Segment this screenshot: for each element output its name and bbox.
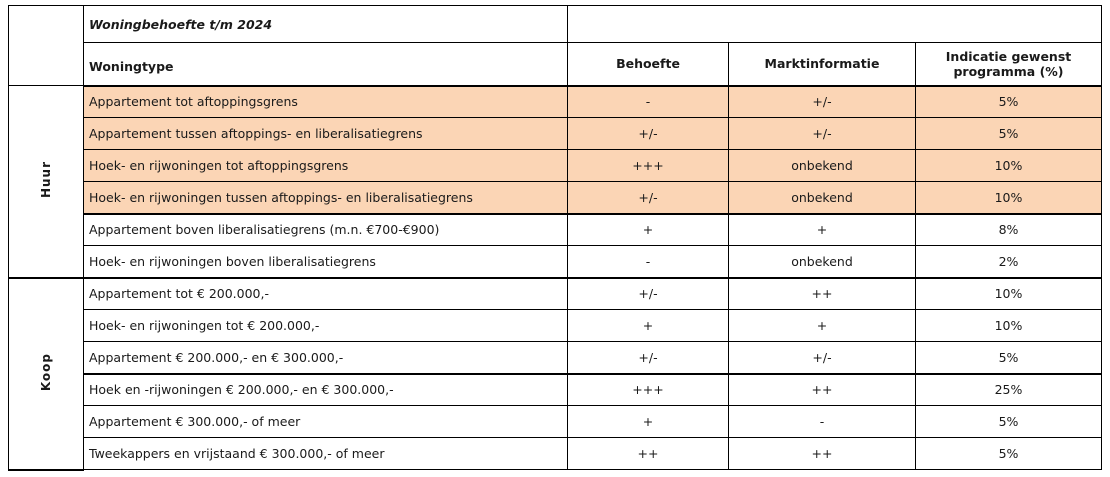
woningtype-cell: Hoek en -rijwoningen € 200.000,- en € 300.000,- [84, 374, 568, 406]
woningtype-cell: Appartement tot € 200.000,- [84, 278, 568, 310]
woningtype-cell: Tweekappers en vrijstaand € 300.000,- of meer [84, 438, 568, 470]
column-header-row [9, 43, 1102, 86]
group-label-huur [9, 86, 84, 278]
behoefte-cell: - [568, 246, 729, 278]
behoefte-cell: +/- [568, 278, 729, 310]
table-row [9, 278, 1102, 310]
behoefte-cell: +/- [568, 342, 729, 374]
marktinformatie-cell: onbekend [729, 150, 916, 182]
woningtype-cell: Hoek- en rijwoningen boven liberalisatiegrens [84, 246, 568, 278]
programma-cell: 10% [916, 182, 1102, 214]
table-row [9, 182, 1102, 214]
header-marktinformatie: Marktinformatie [729, 43, 916, 86]
programma-cell: 2% [916, 246, 1102, 278]
table-row [9, 86, 1102, 118]
woningtype-cell: Appartement boven liberalisatiegrens (m.n. €700-€900) [84, 214, 568, 246]
programma-cell: 5% [916, 406, 1102, 438]
behoefte-cell: ++ [568, 438, 729, 470]
header-programma: Indicatie gewenst programma (%) [916, 43, 1102, 86]
programma-cell: 5% [916, 118, 1102, 150]
woningtype-cell: Appartement € 300.000,- of meer [84, 406, 568, 438]
table-row [9, 246, 1102, 278]
group-label-text: Koop [39, 352, 53, 392]
programma-cell: 5% [916, 86, 1102, 118]
behoefte-cell: +/- [568, 182, 729, 214]
behoefte-cell: + [568, 310, 729, 342]
group-label-koop [9, 278, 84, 470]
marktinformatie-cell: + [729, 214, 916, 246]
table-row [9, 310, 1102, 342]
marktinformatie-cell: ++ [729, 374, 916, 406]
behoefte-cell: + [568, 406, 729, 438]
marktinformatie-cell: + [729, 310, 916, 342]
woningtype-cell: Hoek- en rijwoningen tussen aftoppings- en liberalisatiegrens [84, 182, 568, 214]
behoefte-cell: +++ [568, 374, 729, 406]
behoefte-cell: +/- [568, 118, 729, 150]
woningtype-cell: Hoek- en rijwoningen tot aftoppingsgrens [84, 150, 568, 182]
table-row [9, 342, 1102, 374]
programma-cell: 10% [916, 150, 1102, 182]
table-row [9, 438, 1102, 470]
empty-header-cell [568, 6, 1102, 43]
woningtype-cell: Appartement € 200.000,- en € 300.000,- [84, 342, 568, 374]
table-title: Woningbehoefte t/m 2024 [84, 6, 568, 43]
marktinformatie-cell: onbekend [729, 246, 916, 278]
woningtype-cell: Appartement tussen aftoppings- en liberalisatiegrens [84, 118, 568, 150]
programma-cell: 5% [916, 438, 1102, 470]
header-woningtype: Woningtype [84, 43, 568, 86]
programma-cell: 8% [916, 214, 1102, 246]
marktinformatie-cell: ++ [729, 438, 916, 470]
marktinformatie-cell: onbekend [729, 182, 916, 214]
group-label-text: Huur [39, 161, 53, 199]
programma-cell: 10% [916, 278, 1102, 310]
marktinformatie-cell: +/- [729, 86, 916, 118]
woningtype-cell: Hoek- en rijwoningen tot € 200.000,- [84, 310, 568, 342]
marktinformatie-cell: +/- [729, 342, 916, 374]
behoefte-cell: - [568, 86, 729, 118]
marktinformatie-cell: ++ [729, 278, 916, 310]
table-row [9, 150, 1102, 182]
table-row [9, 374, 1102, 406]
behoefte-cell: +++ [568, 150, 729, 182]
woningtype-cell: Appartement tot aftoppingsgrens [84, 86, 568, 118]
table-row [9, 214, 1102, 246]
corner-cell [9, 6, 84, 86]
marktinformatie-cell: - [729, 406, 916, 438]
programma-cell: 25% [916, 374, 1102, 406]
table-row [9, 406, 1102, 438]
header-behoefte: Behoefte [568, 43, 729, 86]
programma-cell: 5% [916, 342, 1102, 374]
programma-cell: 10% [916, 310, 1102, 342]
table-row [9, 118, 1102, 150]
marktinformatie-cell: +/- [729, 118, 916, 150]
table-title-row [9, 6, 1102, 43]
housing-needs-table [8, 5, 1102, 471]
behoefte-cell: + [568, 214, 729, 246]
